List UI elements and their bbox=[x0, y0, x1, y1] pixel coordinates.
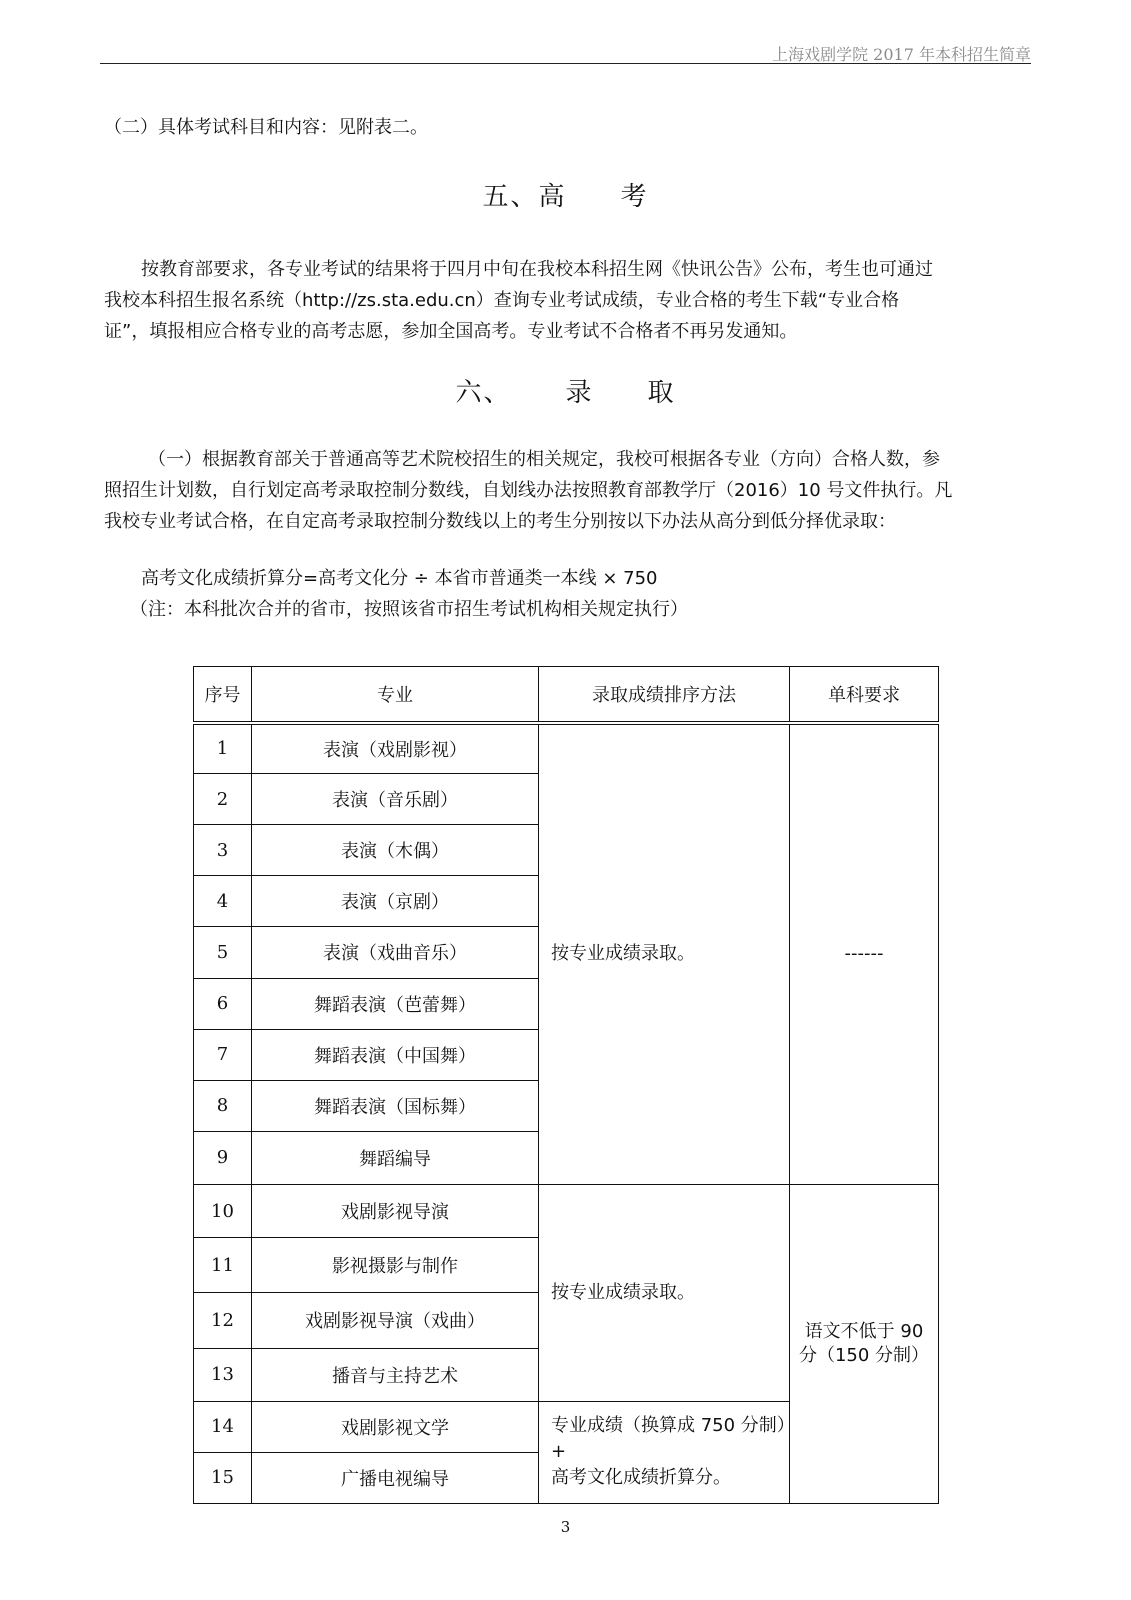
row-number: 13 bbox=[194, 1348, 252, 1401]
row-number: 14 bbox=[194, 1401, 252, 1452]
page-number: 3 bbox=[560, 1518, 571, 1536]
row-major: 影视摄影与制作 bbox=[252, 1238, 539, 1293]
row-number: 12 bbox=[194, 1293, 252, 1348]
row-major: 播音与主持艺术 bbox=[252, 1348, 539, 1401]
section6-paragraph bbox=[104, 444, 1029, 537]
formula-note: （注：本科批次合并的省市，按照该省市招生考试机构相关规定执行） bbox=[130, 599, 688, 620]
section6-heading-part2: 录 bbox=[565, 378, 594, 408]
section6-line2: 照招生计划数，自行划定高考录取控制分数线，自划线办法按照教育部教学厅（2016）10 号文件执行。凡 bbox=[104, 480, 953, 501]
row-number: 7 bbox=[194, 1029, 252, 1080]
row-number: 1 bbox=[194, 723, 252, 774]
header-method: 录取成绩排序方法 bbox=[539, 667, 790, 723]
header-major: 专业 bbox=[252, 667, 539, 723]
row-major: 戏剧影视导演 bbox=[252, 1185, 539, 1238]
row-number: 2 bbox=[194, 774, 252, 825]
row-number: 8 bbox=[194, 1080, 252, 1131]
section6-heading-part1: 六、 bbox=[455, 378, 512, 408]
formula-line: 高考文化成绩折算分=高考文化分 ÷ 本省市普通类一本线 × 750 bbox=[141, 568, 658, 589]
section6-heading-part3: 取 bbox=[647, 378, 676, 408]
section5-line2: 我校本科招生报名系统（http://zs.sta.edu.cn）查询专业考试成绩，专业合格的考生下载“专业合格 bbox=[104, 290, 900, 311]
section6-line3: 我校专业考试合格，在自定高考录取控制分数线以上的考生分别按以下办法从高分到低分择优录取： bbox=[104, 511, 896, 532]
section5-heading-part1: 五、高 bbox=[482, 182, 567, 212]
row-number: 15 bbox=[194, 1452, 252, 1503]
section6-heading bbox=[0, 372, 1131, 409]
row-number: 3 bbox=[194, 825, 252, 876]
row-number: 6 bbox=[194, 978, 252, 1029]
row-major: 舞蹈表演（国标舞） bbox=[252, 1080, 539, 1131]
header-num: 序号 bbox=[194, 667, 252, 723]
method-group-1: 按专业成绩录取。 bbox=[539, 723, 790, 1185]
method-line1: 专业成绩（换算成 750 分制）+ bbox=[551, 1415, 786, 1463]
table-header-row bbox=[194, 667, 939, 723]
row-major: 表演（京剧） bbox=[252, 876, 539, 927]
requirement-line1: 语文不低于 90 bbox=[804, 1321, 924, 1343]
row-major: 舞蹈表演（中国舞） bbox=[252, 1029, 539, 1080]
section6-line1: （一）根据教育部关于普通高等艺术院校招生的相关规定，我校可根据各专业（方向）合格人数，参 bbox=[148, 449, 940, 470]
admission-table bbox=[193, 666, 939, 1504]
row-major: 表演（戏曲音乐） bbox=[252, 927, 539, 978]
row-major: 舞蹈表演（芭蕾舞） bbox=[252, 978, 539, 1029]
row-number: 5 bbox=[194, 927, 252, 978]
method-group-2: 按专业成绩录取。 bbox=[539, 1185, 790, 1402]
row-major: 戏剧影视文学 bbox=[252, 1401, 539, 1452]
section5-heading-part2: 考 bbox=[620, 182, 649, 212]
requirement-group-2 bbox=[790, 1185, 939, 1504]
section5-heading bbox=[0, 176, 1131, 213]
section5-line1: 按教育部要求，各专业考试的结果将于四月中旬在我校本科招生网《快讯公告》公布，考生也可通过 bbox=[141, 259, 933, 280]
row-number: 9 bbox=[194, 1131, 252, 1184]
row-number: 11 bbox=[194, 1238, 252, 1293]
intro-line: （二）具体考试科目和内容：见附表二。 bbox=[104, 117, 428, 138]
method-line2: 高考文化成绩折算分。 bbox=[551, 1467, 731, 1489]
header-rule bbox=[100, 63, 1031, 64]
row-number: 10 bbox=[194, 1185, 252, 1238]
requirement-line2: 分（150 分制） bbox=[798, 1345, 930, 1367]
table-row bbox=[194, 1185, 939, 1238]
row-major: 表演（戏剧影视） bbox=[252, 723, 539, 774]
row-major: 舞蹈编导 bbox=[252, 1131, 539, 1184]
header-title: 上海戏剧学院 2017 年本科招生简章 bbox=[772, 45, 1031, 64]
row-major: 表演（音乐剧） bbox=[252, 774, 539, 825]
section5-paragraph bbox=[104, 254, 1029, 347]
formula-block bbox=[104, 563, 1029, 625]
row-number: 4 bbox=[194, 876, 252, 927]
row-major: 表演（木偶） bbox=[252, 825, 539, 876]
section5-line3: 证”，填报相应合格专业的高考志愿，参加全国高考。专业考试不合格者不再另发通知。 bbox=[104, 321, 798, 342]
requirement-group-1: ------ bbox=[790, 723, 939, 1185]
table-row bbox=[194, 723, 939, 774]
row-major: 戏剧影视导演（戏曲） bbox=[252, 1293, 539, 1348]
row-major: 广播电视编导 bbox=[252, 1452, 539, 1503]
header-requirement: 单科要求 bbox=[790, 667, 939, 723]
method-group-3 bbox=[539, 1401, 790, 1503]
